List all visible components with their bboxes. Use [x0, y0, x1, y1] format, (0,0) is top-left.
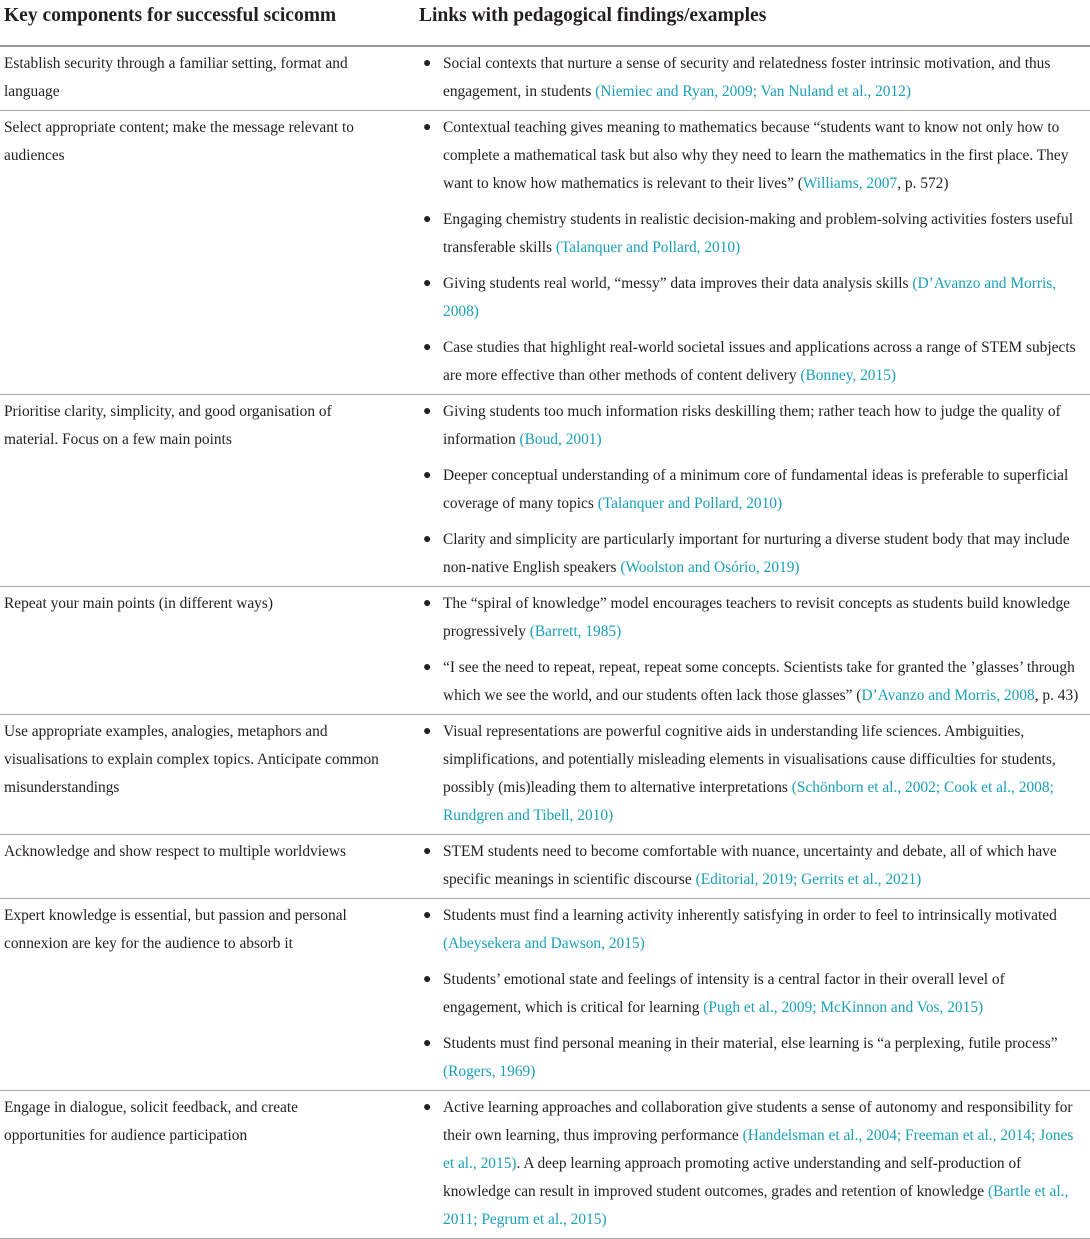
bullet-icon: ● [423, 468, 432, 483]
findings-cell [411, 715, 1090, 835]
finding-text: Students must find a learning activity inherently satisfying in order to feel to intrinsically motivated [443, 907, 1057, 924]
findings-list [419, 902, 1086, 1086]
citation-link[interactable]: (Abeysekera and Dawson, 2015) [443, 935, 645, 952]
finding-text: Contextual teaching gives meaning to mathematics because “students want to know not only how to complete a mathematical task but also why they need to learn the mathematics in the first place. They want to know how mathematics is relevant to their lives” ( [443, 119, 1069, 192]
table-row [0, 46, 1090, 111]
citation-link[interactable]: (Niemiec and Ryan, 2009; Van Nuland et al., 2012) [595, 83, 911, 100]
finding-text: Clarity and simplicity are particularly important for nurturing a diverse student body that may include non-native English speakers [443, 531, 1070, 576]
finding-text: Social contexts that nurture a sense of security and relatedness foster intrinsic motivation, and thus engagement, in students [443, 55, 1051, 100]
finding-text: Giving students too much information risks deskilling them; rather teach how to judge the quality of information [443, 403, 1061, 448]
bullet-icon: ● [423, 532, 432, 547]
bullet-icon: ● [423, 212, 432, 227]
column-header-components: Key components for successful scicomm [0, 0, 411, 46]
citation-link[interactable]: (Boud, 2001) [519, 431, 602, 448]
column-header-findings: Links with pedagogical findings/examples [411, 0, 1090, 46]
component-cell: Use appropriate examples, analogies, metaphors and visualisations to explain complex topics. Anticipate common misunderstandings [0, 715, 411, 835]
component-cell: Engage in dialogue, solicit feedback, and create opportunities for audience participation [0, 1091, 411, 1239]
table-row [0, 587, 1090, 715]
citation-link[interactable]: Williams, 2007 [802, 175, 898, 192]
findings-list [419, 1094, 1086, 1234]
table-header [0, 0, 1090, 46]
findings-list [419, 718, 1086, 830]
citation-link[interactable]: (Schönborn et al., 2002; Cook et al., 2008; Rundgren and Tibell, 2010) [443, 779, 1054, 824]
finding-item [419, 206, 1086, 262]
finding-item [419, 526, 1086, 582]
bullet-icon: ● [423, 844, 432, 859]
citation-link[interactable]: (D’Avanzo and Morris, 2008) [443, 275, 1057, 320]
citation-link[interactable]: (Barrett, 1985) [529, 623, 622, 640]
finding-item [419, 902, 1086, 958]
findings-list [419, 50, 1086, 106]
finding-item [419, 462, 1086, 518]
finding-text: The “spiral of knowledge” model encourages teachers to revisit concepts as students build knowledge progressively [443, 595, 1070, 640]
citation-link[interactable]: D’Avanzo and Morris, 2008 [861, 687, 1035, 704]
table-row [0, 835, 1090, 899]
findings-list [419, 590, 1086, 710]
component-cell: Repeat your main points (in different ways) [0, 587, 411, 715]
finding-item [419, 718, 1086, 830]
findings-list [419, 114, 1086, 390]
component-cell: Establish security through a familiar setting, format and language [0, 46, 411, 111]
findings-cell [411, 899, 1090, 1091]
finding-item [419, 838, 1086, 894]
bullet-icon: ● [423, 972, 432, 987]
findings-cell [411, 46, 1090, 111]
finding-item [419, 1094, 1086, 1234]
header-row [0, 0, 1090, 46]
table-row [0, 899, 1090, 1091]
table-body [0, 46, 1090, 1239]
citation-link[interactable]: (Bartle et al., 2011; Pegrum et al., 2015) [443, 1183, 1069, 1228]
finding-item [419, 590, 1086, 646]
component-cell: Prioritise clarity, simplicity, and good organisation of material. Focus on a few main points [0, 395, 411, 587]
table-row [0, 111, 1090, 395]
citation-link[interactable]: (Talanquer and Pollard, 2010) [555, 239, 741, 256]
table-row [0, 395, 1090, 587]
findings-cell [411, 835, 1090, 899]
findings-list [419, 398, 1086, 582]
component-cell: Acknowledge and show respect to multiple worldviews [0, 835, 411, 899]
finding-text: Giving students real world, “messy” data improves their data analysis skills [443, 275, 913, 292]
finding-text: Deeper conceptual understanding of a minimum core of fundamental ideas is preferable to superficial coverage of many topics [443, 467, 1069, 512]
bullet-icon: ● [423, 276, 432, 291]
finding-item [419, 398, 1086, 454]
finding-item [419, 1030, 1086, 1086]
bullet-icon: ● [423, 404, 432, 419]
table-row [0, 715, 1090, 835]
finding-text: Students must find personal meaning in their material, else learning is “a perplexing, futile process” [443, 1035, 1058, 1052]
findings-cell [411, 587, 1090, 715]
citation-link[interactable]: (Rogers, 1969) [443, 1063, 536, 1080]
findings-cell [411, 395, 1090, 587]
bullet-icon: ● [423, 596, 432, 611]
citation-link[interactable]: (Bonney, 2015) [800, 367, 897, 384]
finding-text-continued: , p. 43) [1034, 687, 1079, 704]
finding-text-continued: , p. 572) [897, 175, 949, 192]
finding-text: Case studies that highlight real-world societal issues and applications across a range of STEM subjects are more effective than other methods of content delivery [443, 339, 1076, 384]
findings-list [419, 838, 1086, 894]
finding-item [419, 654, 1086, 710]
finding-text: Visual representations are powerful cognitive aids in understanding life sciences. Ambiguities, simplifications, and potentially misleading elements in visualisations cause difficulties for students, possibly (mis)leading them to alternative interpretations [443, 723, 1056, 796]
findings-cell [411, 111, 1090, 395]
finding-text-continued: . A deep learning approach promoting active understanding and self-production of knowledge can result in improved student outcomes, grades and retention of knowledge [443, 1155, 1022, 1200]
finding-text: Students’ emotional state and feelings of intensity is a central factor in their overall level of engagement, which is critical for learning [443, 971, 1005, 1016]
bullet-icon: ● [423, 724, 432, 739]
bullet-icon: ● [423, 660, 432, 675]
bullet-icon: ● [423, 340, 432, 355]
bullet-icon: ● [423, 1036, 432, 1051]
finding-text: “I see the need to repeat, repeat, repeat some concepts. Scientists take for granted the ’glasses’ through which we see the world, and our students often lack those glasses” ( [443, 659, 1075, 704]
bullet-icon: ● [423, 908, 432, 923]
citation-link[interactable]: (Talanquer and Pollard, 2010) [597, 495, 783, 512]
citation-link[interactable]: (Handelsman et al., 2004; Freeman et al., 2014; Jones et al., 2015) [443, 1127, 1074, 1172]
citation-link[interactable]: (Woolston and Osório, 2019) [620, 559, 800, 576]
citation-link[interactable]: (Editorial, 2019; Gerrits et al., 2021) [695, 871, 922, 888]
finding-item [419, 50, 1086, 106]
bullet-icon: ● [423, 120, 432, 135]
finding-item [419, 334, 1086, 390]
component-cell: Expert knowledge is essential, but passion and personal connexion are key for the audience to absorb it [0, 899, 411, 1091]
finding-text: STEM students need to become comfortable with nuance, uncertainty and debate, all of which have specific meanings in scientific discourse [443, 843, 1057, 888]
finding-text: Engaging chemistry students in realistic decision-making and problem-solving activities fosters useful transferable skills [443, 211, 1074, 256]
finding-item [419, 966, 1086, 1022]
component-cell: Select appropriate content; make the message relevant to audiences [0, 111, 411, 395]
finding-text: Active learning approaches and collaboration give students a sense of autonomy and responsibility for their own learning, thus improving performance [443, 1099, 1073, 1144]
finding-item [419, 270, 1086, 326]
bullet-icon: ● [423, 1100, 432, 1115]
citation-link[interactable]: (Pugh et al., 2009; McKinnon and Vos, 2015) [703, 999, 984, 1016]
bullet-icon: ● [423, 56, 432, 71]
finding-item [419, 114, 1086, 198]
